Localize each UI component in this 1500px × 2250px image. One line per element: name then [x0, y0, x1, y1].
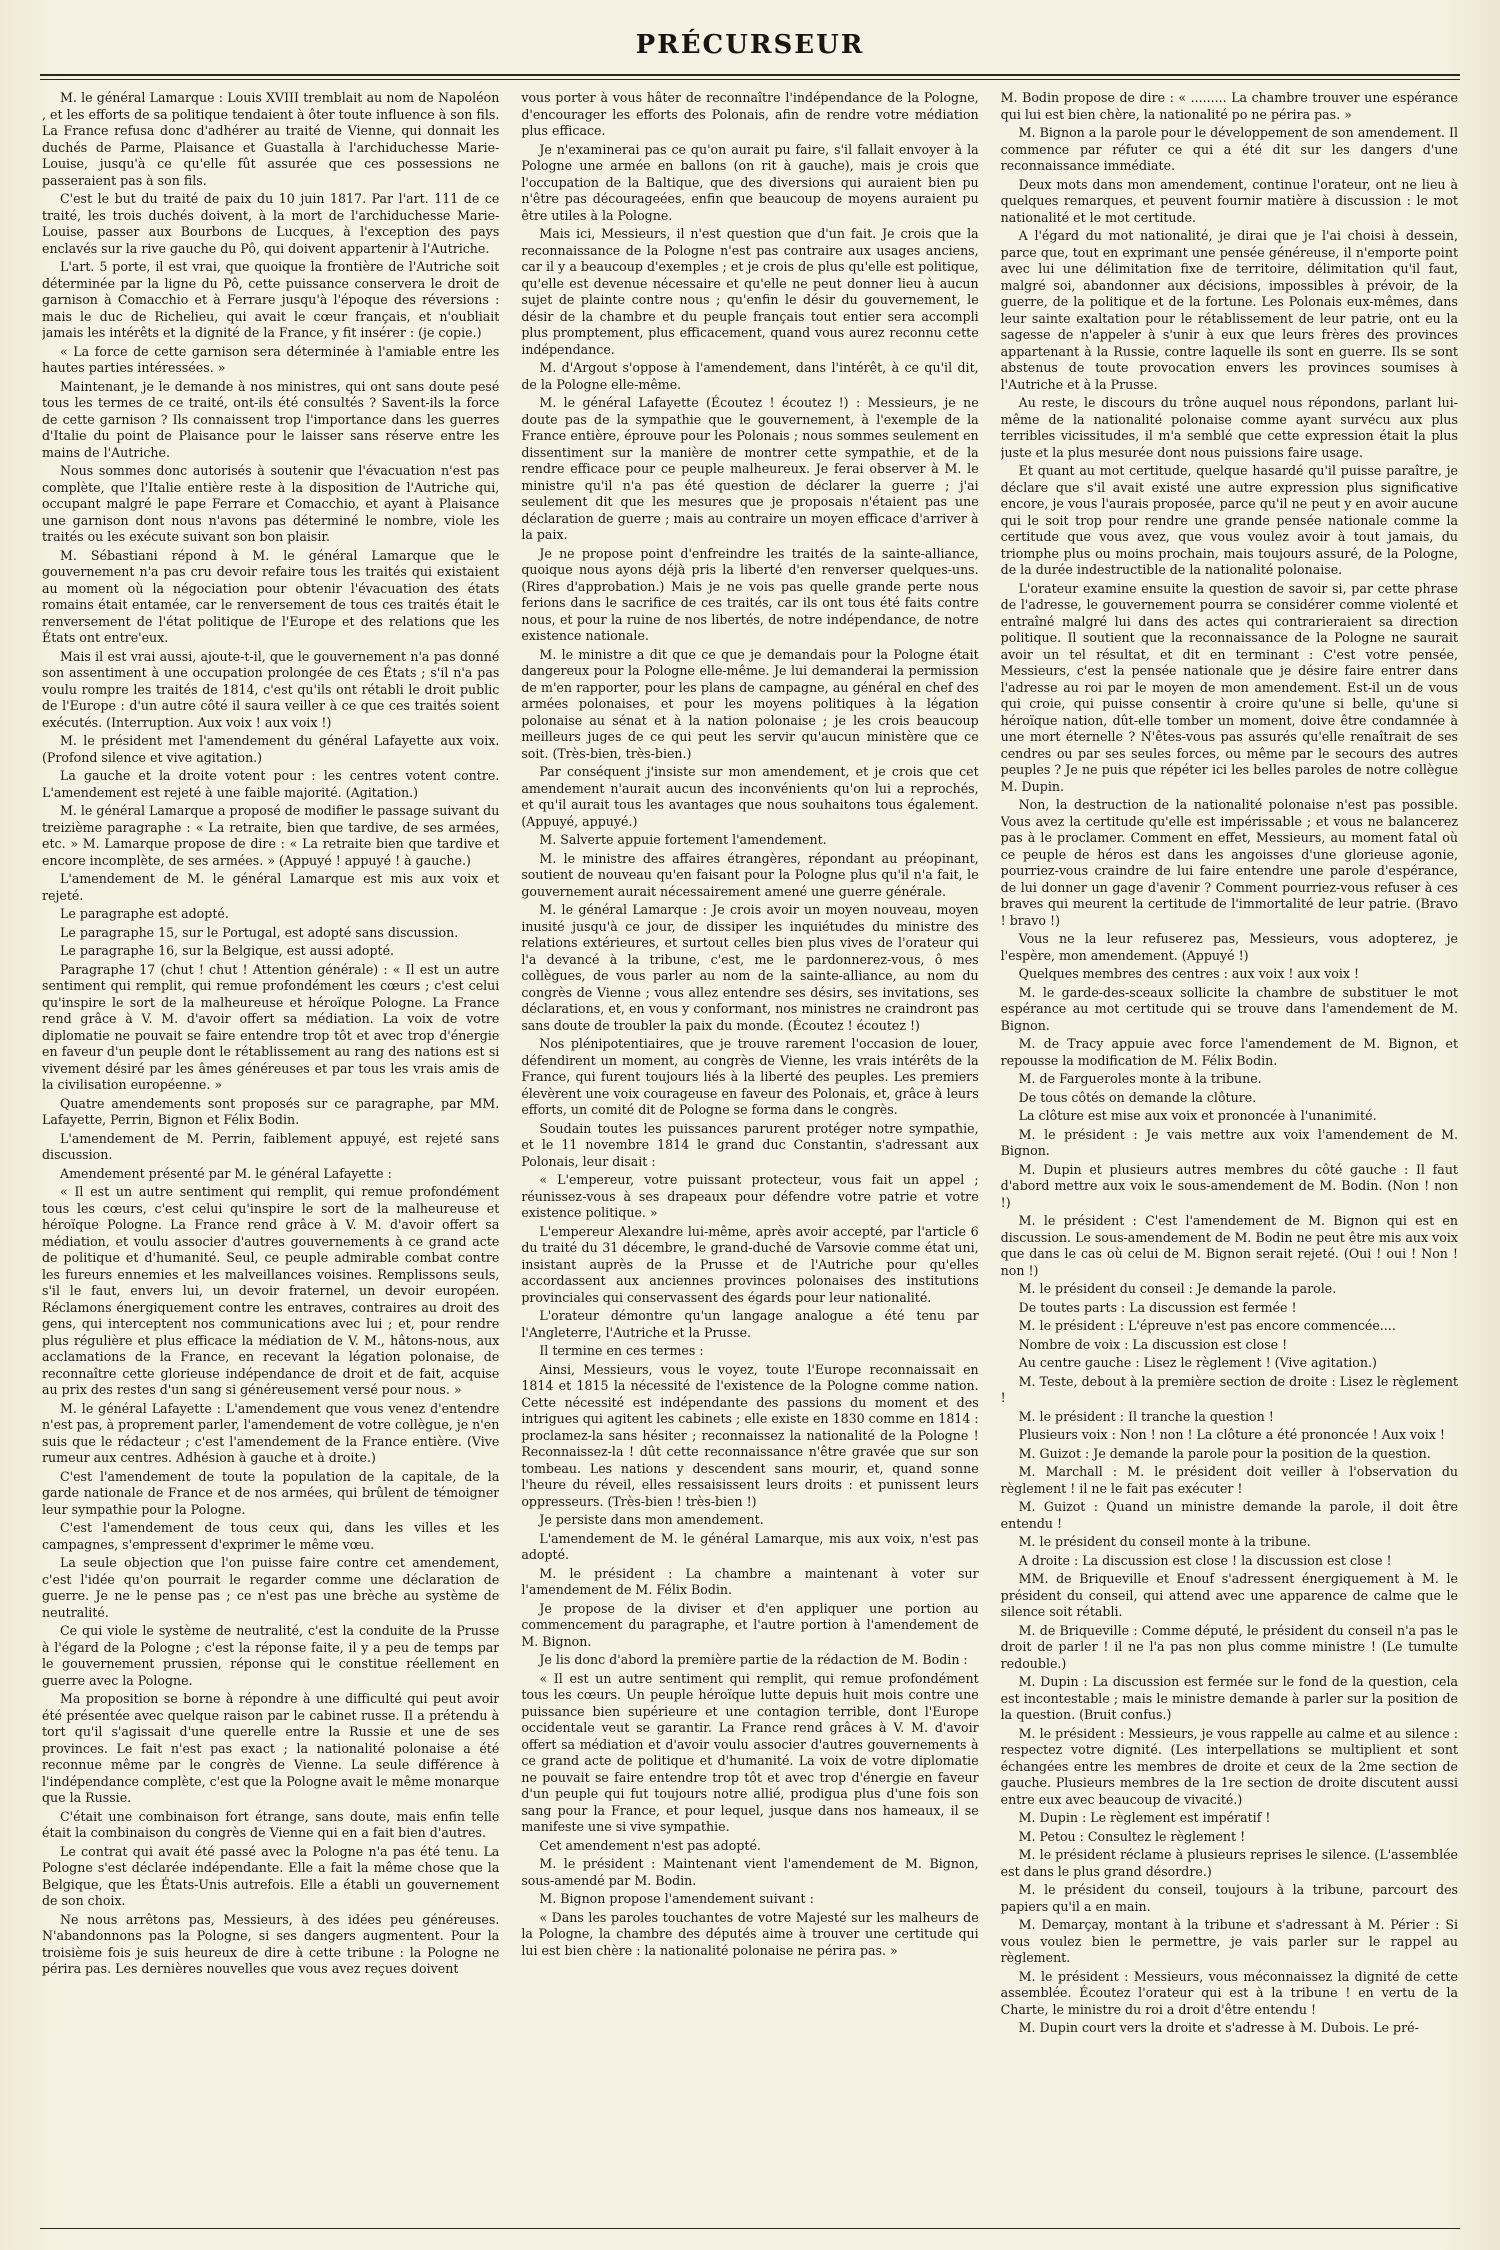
- paragraph: M. le général Lamarque a proposé de modifier le passage suivant du treizième paragraphe : « La retraite, bien que tardive, de ses armées, etc. » M. Lamarque propose de dire : « La retraite bien que tardive et encore incomplète, de ses armées. » (Appuyé ! appuyé ! à gauche.): [42, 803, 500, 868]
- paragraph: M. Guizot : Je demande la parole pour la position de la question.: [1018, 1445, 1431, 1461]
- paragraph: « Il est un autre sentiment qui remplit, qui remue profondément tous les cœurs. Un peuple héroïque lutte depuis huit mois contre une puissance bien supérieure et une contagion terrible, dont l'Europe occidentale veut se garantir. La France rend grâces à V. M. d'avoir offert sa médiation et d'avoir voulu associer d'autres gouvernements à ce grand acte de politique et d'humanité. La voix de votre diplomatie ne pouvait se faire entendre trop tôt et avec trop d'énergie en faveur d'un peuple qui fut toujours notre allié, prodigua plus d'une fois son sang pour la France, et pour lequel, jusque dans nos hameaux, il se manifeste une si vive sympathie.: [521, 1670, 979, 1834]
- paragraph: C'était une combinaison fort étrange, sans doute, mais enfin telle était la combinaison du congrès de Vienne qui en a fait bien d'autres.: [42, 1808, 500, 1840]
- column-3: [1001, 90, 1458, 2220]
- paragraph: M. Bignon a la parole pour le développement de son amendement. Il commence par réfuter ce qui a été dit sur les dangers d'une reconnaissance immédiate.: [1000, 125, 1458, 173]
- paragraph: Je n'examinerai pas ce qu'on aurait pu faire, s'il fallait envoyer à la Pologne une armée en ballons (on rit à gauche), mais je crois que l'occupation de la Baltique, que des diversions qui auraient bien pu n'être pas décourageées, enfin que beaucoup de moyens auraient pu être utiles à la Pologne.: [521, 141, 979, 223]
- paragraph: M. le président du conseil monte à la tribune.: [1018, 1534, 1311, 1549]
- paragraph: M. le garde-des-sceaux sollicite la chambre de substituer le mot espérance au mot certitude qui se trouve dans l'amendement de M. Bignon.: [1000, 984, 1458, 1033]
- paragraph: Je persiste dans mon amendement.: [539, 1512, 764, 1527]
- paragraph: M. Guizot : Quand un ministre demande la parole, il doit être entendu !: [1000, 1499, 1458, 1531]
- paragraph: M. le président : Je vais mettre aux voix l'amendement de M. Bignon.: [1000, 1126, 1458, 1158]
- paragraph: L'orateur démontre qu'un langage analogue a été tenu par l'Angleterre, l'Autriche et la Prusse.: [521, 1308, 979, 1340]
- paragraph: M. le président du conseil : Je demande la parole.: [1018, 1281, 1337, 1296]
- paragraph: « Il est un autre sentiment qui remplit, qui remue profondément tous les cœurs, c'est celui qu'inspire le sort de la malheureuse et héroïque Pologne. La France rend grâce à V. M. d'avoir offert sa médiation, et voulu associer d'autres gouvernements à ce grand acte de politique et d'humanité. Seul, ce peuple admirable combat contre les fureurs ennemies et les malveillances voisines. Remplissons seuls, s'il le faut, envers lui, un devoir fraternel, un devoir européen. Réclamons énergiquement contre les entraves, contraires au droit des gens, qui interceptent nos communications avec lui ; et, pour rendre plus régulière et plus efficace la médiation de V. M., hâtons-nous, aux acclamations de la France, en recevant la légation polonaise, de reconnaître cette glorieuse indépendance de droit et de fait, acquise au prix des restes d'un sang si généreusement versé pour nous. »: [42, 1184, 500, 1397]
- paragraph: Quatre amendements sont proposés sur ce paragraphe, par MM. Lafayette, Perrin, Bignon et Félix Bodin.: [42, 1095, 500, 1127]
- paragraph: A droite : La discussion est close ! la discussion est close !: [1018, 1552, 1392, 1568]
- paragraph: M. le général Lafayette (Écoutez ! écoutez !) : Messieurs, je ne doute pas de la sympathie que le gouvernement, à l'exemple de la France entière, éprouve pour les Polonais ; nous sommes seulement en dissentiment sur la manière de montrer cette sympathie, et de la rendre efficace pour ce peuple malheureux. Je ferai observer à M. le ministre qu'il n'a pas été question de déclarer la guerre ; j'ai seulement dit que les mesures que je proposais n'étaient pas une déclaration de guerre ; mais au contraire un moyen efficace d'arriver à la paix.: [521, 395, 979, 542]
- paragraph: M. Marchall : M. le président doit veiller à l'observation du règlement ! il ne le fait pas exécuter !: [1000, 1464, 1458, 1496]
- paragraph: Nous sommes donc autorisés à soutenir que l'évacuation n'est pas complète, que l'Italie entière reste à la disposition de l'Autriche qui, occupant malgré le pape Ferrare et Comacchio, et ayant à Plaisance une garnison dont nous n'avons pas déterminé le nombre, viole les traités ou les exécute suivant son bon plaisir.: [42, 463, 500, 544]
- paragraph: Mais il est vrai aussi, ajoute-t-il, que le gouvernement n'a pas donné son assentiment à une occupation prolongée de ces États ; s'il n'a pas voulu rompre les traités de 1814, c'est qu'ils ont rétabli le droit public de l'Europe : d'un autre côté il saura veiller à ce que ces traités soient exécutés. (Interruption. Aux voix ! aux voix !): [42, 648, 500, 730]
- paragraph: Je lis donc d'abord la première partie de la rédaction de M. Bodin :: [539, 1652, 968, 1667]
- paragraph: L'art. 5 porte, il est vrai, que quoique la frontière de l'Autriche soit déterminée par la ligne du Pô, cette puissance conservera le droit de garnison à Comacchio et à Ferrare jusqu'à l'époque des réversions : mais le duc de Richelieu, qui avait le cœur français, et n'oubliait jamais les intérêts et la dignité de la France, y fit insérer : (je copie.): [42, 259, 500, 340]
- paragraph: M. le président : C'est l'amendement de M. Bignon qui est en discussion. Le sous-amendement de M. Bodin ne peut être mis aux voix que dans le cas où celui de M. Bignon serait rejeté. (Oui ! oui ! Non ! non !): [1000, 1213, 1458, 1278]
- paragraph: M. le général Lafayette : L'amendement que vous venez d'entendre n'est pas, à proprement parler, l'amendement de votre collègue, je n'en suis que le rédacteur ; c'est l'amendement de la France entière. (Vive rumeur aux centres. Adhésion à gauche et à droite.): [42, 1400, 500, 1465]
- paragraph: Plusieurs voix : Non ! non ! La clôture a été prononcée ! Aux voix !: [1018, 1427, 1445, 1442]
- paragraph: Le paragraphe 16, sur la Belgique, est aussi adopté.: [60, 943, 395, 958]
- paragraph: De toutes parts : La discussion est fermée !: [1018, 1299, 1297, 1315]
- paragraph: L'orateur examine ensuite la question de savoir si, par cette phrase de l'adresse, le gouvernement pourra se considérer comme violenté et entraîné malgré lui dans des actes qui contrarieraient sa direction politique. Il soutient que la reconnaissance de la Pologne ne saurait avoir un tel résultat, et dit en terminant : C'est votre pensée, Messieurs, c'est la pensée nationale que je désire faire entrer dans l'adresse au roi par le moyen de mon amendement. Est-il un de vous qui croie, qui puisse consentir à croire qu'une si belle, qu'une si héroïque nation, dût-elle tomber un moment, doive être condamnée à une mort éternelle ? N'êtes-vous pas assurés qu'elle renaîtrait de ses cendres ou par ses seules forces, ou même par le secours des autres peuples ? Je ne puis que répéter ici les belles paroles de notre collègue M. Dupin.: [1000, 580, 1458, 794]
- paragraph: M. le président : Il tranche la question !: [1018, 1408, 1274, 1424]
- paragraph: L'amendement de M. le général Lamarque, mis aux voix, n'est pas adopté.: [521, 1530, 979, 1562]
- paragraph: L'amendement de M. Perrin, faiblement appuyé, est rejeté sans discussion.: [42, 1130, 500, 1162]
- paragraph: Ma proposition se borne à répondre à une difficulté qui peut avoir été présentée avec quelque raison par le cabinet russe. Il a prétendu à tort qu'il s'agissait d'une querelle entre la Russie et une de ses provinces. Le fait n'est pas exact ; la nationalité polonaise a été reconnue même par le congrès de Vienne. La seule différence à l'indépendance complète, c'est que la Pologne avait le même monarque que la Russie.: [42, 1691, 500, 1805]
- paragraph: La gauche et la droite votent pour : les centres votent contre. L'amendement est rejeté à une faible majorité. (Agitation.): [42, 768, 500, 800]
- paragraph: C'est l'amendement de toute la population de la capitale, de la garde nationale de France et de nos armées, qui brûlent de témoigner leur sympathie pour la Pologne.: [42, 1468, 500, 1517]
- paragraph: Ainsi, Messieurs, vous le voyez, toute l'Europe reconnaissait en 1814 et 1815 la nécessité de l'existence de la Pologne comme nation. Cette nécessité est indépendante des passions du moment et des intrigues qui agitent les cabinets ; elle existe en 1830 comme en 1814 : proclamez-la sans hésiter ; reconnaissez la nationalité de la Pologne ! Reconnaissez-la ! dût cette reconnaissance n'être gravée que sur son tombeau. Les nations y descendent sans mourir, et, quand sonne l'heure du réveil, elles ressaisissent leurs droits : et punissent leurs oppresseurs. (Très-bien ! très-bien !): [521, 1361, 979, 1509]
- paragraph: M. le président met l'amendement du général Lafayette aux voix. (Profond silence et vive agitation.): [42, 733, 500, 765]
- paragraph: M. le ministre a dit que ce que je demandais pour la Pologne était dangereux pour la Pologne elle-même. Je lui demanderai la permission de m'en rapporter, pour les plans de campagne, au général en chef des armées polonaises, et pour les moyens politiques à la légation polonaise au sénat et à la nation polonaise ; je les crois beaucoup meilleurs juges de ce qui peut les servir qu'aucun ministère que ce soit. (Très-bien, très-bien.): [521, 646, 979, 761]
- paragraph: « La force de cette garnison sera déterminée à l'amiable entre les hautes parties intéressées. »: [42, 343, 500, 375]
- paragraph: Paragraphe 17 (chut ! chut ! Attention générale) : « Il est un autre sentiment qui remplit, qui remue profondément les cœurs ; c'est celui qu'inspire le sort de la malheureuse et héroïque Pologne. La France rend grâce à V. M. d'avoir offert sa médiation. La voix de votre diplomatie ne pouvait se faire entendre trop tôt et avec trop d'énergie en faveur d'un peuple dont le rétablissement au rang des nations est si vivement désiré par les âmes généreuses et par tous les vrais amis de la civilisation européenne. »: [42, 961, 500, 1092]
- paragraph: Cet amendement n'est pas adopté.: [539, 1837, 761, 1853]
- paragraph: Ce qui viole le système de neutralité, c'est la conduite de la Prusse à l'égard de la Pologne ; c'est la réponse faite, il y a peu de temps par le gouvernement prussien, réponse qui le constitue réellement en guerre avec la Pologne.: [42, 1623, 500, 1688]
- footer-rule: [40, 2228, 1460, 2229]
- paragraph: M. Dupin court vers la droite et s'adresse à M. Dubois. Le pré-: [1018, 2020, 1419, 2035]
- paragraph: M. le président : La chambre a maintenant à voter sur l'amendement de M. Félix Bodin.: [521, 1565, 979, 1597]
- paragraph: M. le général Lamarque : Louis XVIII tremblait au nom de Napoléon , et les efforts de sa politique tendaient à ôter toute influence à son fils. La France refusa donc d'adhérer au traité de Vienne, qui donnait les duchés de Parme, Plaisance et Guastalla à l'archiduchesse Marie-Louise, jusqu'à ce qu'elle fût assurée que ces possessions ne passeraient pas à son fils.: [42, 90, 500, 188]
- paragraph: vous porter à vous hâter de reconnaître l'indépendance de la Pologne, d'encourager les efforts des Polonais, afin de rendre votre médiation plus efficace.: [521, 90, 979, 138]
- paragraph: La clôture est mise aux voix et prononcée à l'unanimité.: [1018, 1108, 1377, 1123]
- paragraph: M. Demarçay, montant à la tribune et s'adressant à M. Périer : Si vous voulez bien le permettre, je vais parler sur le rappel au règlement.: [1000, 1917, 1458, 1965]
- paragraph: Par conséquent j'insiste sur mon amendement, et je crois que cet amendement n'aurait aucun des inconvénients qu'on lui a reprochés, et qu'il aurait tous les avantages que nous souhaitons tous également. (Appuyé, appuyé.): [521, 764, 979, 829]
- paragraph: C'est le but du traité de paix du 10 juin 1817. Par l'art. 111 de ce traité, les trois duchés doivent, à la mort de l'archiduchesse Marie-Louise, passer aux Bourbons de Lucques, à l'exception des pays enclavés sur la rive gauche du Pô, qui doivent appartenir à l'Autriche.: [42, 191, 500, 256]
- paragraph: Amendement présenté par M. le général Lafayette :: [60, 1165, 392, 1181]
- paragraph: M. Bodin propose de dire : « ......... La chambre trouver une espérance qui lui est bien chère, la nationalité po ne périra pas. »: [1000, 90, 1458, 122]
- paragraph: MM. de Briqueville et Enouf s'adressent énergiquement à M. le président du conseil, qui attend avec une apparence de calme que le silence soit rétabli.: [1000, 1571, 1458, 1619]
- paragraph: M. de Briqueville : Comme député, le président du conseil n'a pas le droit de parler ! il ne l'a pas non plus comme ministre ! (Le tumulte redouble.): [1000, 1622, 1458, 1671]
- paragraph: M. le président : Maintenant vient l'amendement de M. Bignon, sous-amendé par M. Bodin.: [521, 1856, 979, 1888]
- paragraph: M. de Tracy appuie avec force l'amendement de M. Bignon, et repousse la modification de M. Félix Bodin.: [1000, 1036, 1458, 1068]
- text-columns: [42, 90, 1458, 2220]
- paragraph: Et quant au mot certitude, quelque hasardé qu'il puisse paraître, je déclare que s'il avait existé une autre expression plus significative encore, je vous l'aurais proposée, parce qu'il ne peut y en avoir aucune qui le soit trop pour rendre une grande pensée nationale comme la certitude que vous avez, que vous voulez avoir à tout jamais, du triomphe plus ou moins prochain, mais toujours assuré, de la Pologne, de la durée indestructible de la nationalité polonaise.: [1000, 463, 1458, 577]
- paragraph: M. Petou : Consultez le règlement !: [1018, 1828, 1246, 1844]
- paragraph: M. le ministre des affaires étrangères, répondant au préopinant, soutient de nouveau qu'en faisant pour la Pologne plus qu'il n'a fait, le gouvernement aurait nécessairement amené une guerre générale.: [521, 850, 979, 899]
- paragraph: L'amendement de M. le général Lamarque est mis aux voix et rejeté.: [42, 871, 500, 903]
- paragraph: Deux mots dans mon amendement, continue l'orateur, ont ne lieu à quelques remarques, et peuvent fournir matière à discussion : le mot nationalité et le mot certitude.: [1000, 176, 1458, 225]
- paragraph: M. le président : Messieurs, je vous rappelle au calme et au silence : respectez votre dignité. (Les interpellations se multiplient et sont échangées entre les membres de droite et ceux de la 2me section de gauche. Plusieurs membres de la 1re section de droite discutent aussi entre eux avec beaucoup de vivacité.): [1000, 1725, 1458, 1807]
- paragraph: Ne nous arrêtons pas, Messieurs, à des idées peu généreuses. N'abandonnons pas la Pologne, si ses dangers augmentent. Pour la troisième fois je suis heureux de dire à cette tribune : la Pologne ne périra pas. Les dernières nouvelles que vous avez reçues doivent: [42, 1911, 500, 1976]
- paragraph: M. Sébastiani répond à M. le général Lamarque que le gouvernement n'a pas cru devoir refaire tous les traités qui existaient au moment où la négociation pour obtenir l'évacuation des états romains était entamée, car le renversement de tous ces traités était le renversement de l'état politique de l'Europe et des relations que les États ont entre'eux.: [42, 547, 500, 645]
- paragraph: « Dans les paroles touchantes de votre Majesté sur les malheurs de la Pologne, la chambre des députés aime à trouver une certitude qui lui est bien chère : la nationalité polonaise ne périra pas. »: [521, 1909, 979, 1958]
- paragraph: La seule objection que l'on puisse faire contre cet amendement, c'est l'idée qu'on pourrait le regarder comme une déclaration de guerre. Je ne le pense pas ; ce n'est pas une brèche au système de neutralité.: [42, 1555, 500, 1620]
- paragraph: M. le général Lamarque : Je crois avoir un moyen nouveau, moyen inusité jusqu'à ce jour, de dissiper les inquiétudes du ministre des relations extérieures, et surtout celles bien plus vives de l'orateur qui l'a devancé à la tribune, c'est, me le pardonnerez-vous, ô mes collègues, de vous parler au nom de la sainte-alliance, au nom du congrès de Vienne ; vous allez entendre ses désirs, ses invitations, ses déclarations, et, en vous y conformant, nos ministres ne craindront pas sans doute de troubler la paix du monde. (Écoutez ! écoutez !): [521, 902, 979, 1033]
- paragraph: De tous côtés on demande la clôture.: [1018, 1089, 1257, 1105]
- paragraph: Vous ne la leur refuserez pas, Messieurs, vous adopterez, je l'espère, mon amendement. (Appuyé !): [1000, 931, 1458, 963]
- paragraph: M. le président réclame à plusieurs reprises le silence. (L'assemblée est dans le plus grand désordre.): [1000, 1847, 1458, 1879]
- paragraph: « L'empereur, votre puissant protecteur, vous fait un appel ; réunissez-vous à ses drapeaux pour défendre votre patrie et votre existence politique. »: [521, 1172, 979, 1220]
- paragraph: Nos plénipotentiaires, que je trouve rarement l'occasion de louer, défendirent un moment, au congrès de Vienne, les vrais intérêts de la France, qui furent toujours liés à la liberté des peuples. Les premiers élevèrent une voix courageuse en faveur des Polonais, et, grâce à leurs efforts, un comité dit de Pologne se forma dans le congrès.: [521, 1036, 979, 1117]
- paragraph: Mais ici, Messieurs, il n'est question que d'un fait. Je crois que la reconnaissance de la Pologne n'est pas contraire aux usages anciens, car il y a beaucoup d'exemples ; et je crois de plus qu'elle est politique, qu'elle est devenue nécessaire et qu'elle ne peut donner lieu à aucun sujet de plainte contre nous ; qu'enfin le désir du gouvernement, le désir de la chambre et du peuple français tout entier sera accompli plus promptement, plus efficacement, quand vous aurez reconnu cette indépendance.: [521, 226, 979, 357]
- paragraph: M. Dupin : Le règlement est impératif !: [1018, 1810, 1271, 1825]
- paragraph: Non, la destruction de la nationalité polonaise n'est pas possible. Vous avez la certitude qu'elle est impérissable ; et vous ne balancerez pas à le proclamer. Comment en effet, Messieurs, au moment fatal où ce peuple de héros est dans les angoisses d'une glorieuse agonie, pourriez-vous craindre de lui faire entendre une parole d'espérance, de lui donner un gage d'avenir ? Comment pourriez-vous refuser à ces braves qui meurent la certitude de l'immortalité de leur patrie. (Bravo ! bravo !): [1000, 797, 1458, 928]
- paragraph: M. le président : L'épreuve n'est pas encore commencée....: [1018, 1318, 1396, 1333]
- paragraph: Nombre de voix : La discussion est close !: [1018, 1336, 1288, 1352]
- paragraph: Au reste, le discours du trône auquel nous répondons, parlant lui-même de la nationalité polonaise comme ayant survécu aux plus terribles vicissitudes, il m'a semblé que cette expression était la plus juste et la plus mesurée dont nous puissions faire usage.: [1000, 395, 1458, 460]
- masthead-rule-thin: [40, 79, 1460, 80]
- column-2: [521, 90, 978, 2220]
- masthead-title: PRÉCURSEUR: [635, 30, 865, 60]
- paragraph: A l'égard du mot nationalité, je dirai que je l'ai choisi à dessein, parce que, tout en exprimant une pensée généreuse, il n'emporte point avec lui une délimitation fixe de territoire, délimitation qu'il faut, malgré soi, abandonner aux décisions, impossibles à prévoir, de la guerre, de la politique et de la fortune. Les Polonais eux-mêmes, dans leur sainte exaltation pour le rétablissement de leur patrie, ont eu la sagesse de n'appeler à s'unir à eux que leurs frères des provinces appartenant à la Russie, contre laquelle ils sont en guerre. Ils se sont abstenus de toute provocation envers les provinces soumises à l'Autriche et à la Prusse.: [1000, 228, 1458, 392]
- paragraph: C'est l'amendement de tous ceux qui, dans les villes et les campagnes, s'empressent d'exprimer le même vœu.: [42, 1520, 500, 1552]
- masthead-rule: [40, 74, 1460, 76]
- paragraph: M. le président : Messieurs, vous méconnaissez la dignité de cette assemblée. Écoutez l'orateur qui est à la tribune ! en vertu de la Charte, le ministre du roi a droit d'être entendu !: [1000, 1968, 1458, 2017]
- paragraph: Le contrat qui avait été passé avec la Pologne n'a pas été tenu. La Pologne s'est déclarée indépendante. Elle a fait la même chose que la Belgique, que les États-Unis autrefois. Elle a établi un gouvernement de son choix.: [42, 1843, 500, 1908]
- paragraph: M. de Fargueroles monte à la tribune.: [1018, 1071, 1262, 1086]
- paragraph: Le paragraphe est adopté.: [60, 906, 229, 921]
- paragraph: M. le président du conseil, toujours à la tribune, parcourt des papiers qu'il a en main.: [1000, 1882, 1458, 1914]
- paragraph: Soudain toutes les puissances parurent protéger notre sympathie, et le 11 novembre 1814 le grand duc Constantin, s'adressant aux Polonais, leur disait :: [521, 1120, 979, 1169]
- paragraph: Maintenant, je le demande à nos ministres, qui ont sans doute pesé tous les termes de ce traité, ont-ils été consultés ? Savent-ils la force de cette garnison ? Ils connaissent trop l'importance dans les guerres d'Italie du point de Plaisance pour le laisser sans réserve entre les mains de l'Autriche.: [42, 378, 500, 460]
- paragraph: Il termine en ces termes :: [539, 1343, 704, 1358]
- paragraph: Le paragraphe 15, sur le Portugal, est adopté sans discussion.: [60, 924, 459, 940]
- paragraph: M. Dupin : La discussion est fermée sur le fond de la question, cela est incontestable ; mais le ministre demande à parler sur la position de la question. (Bruit confus.): [1000, 1674, 1458, 1722]
- paragraph: Je ne propose point d'enfreindre les traités de la sainte-alliance, quoique nous ayons déjà pris la liberté d'en renverser quelques-uns. (Rires d'approbation.) Mais je ne vois pas quelle grande perte nous ferions dans le sacrifice de ces traités, car ils ont tous été faits contre nous, et pour la ruine de nos libertés, de notre indépendance, de notre existence nationale.: [521, 545, 979, 643]
- paragraph: M. Dupin et plusieurs autres membres du côté gauche : Il faut d'abord mettre aux voix le sous-amendement de M. Bodin. (Non ! non !): [1000, 1161, 1458, 1210]
- masthead: [0, 30, 1500, 60]
- paragraph: L'empereur Alexandre lui-même, après avoir accepté, par l'article 6 du traité du 31 décembre, le grand-duché de Varsovie comme état uni, insistant auprès de la Prusse et de l'Autriche pour qu'elles accordassent aux anciennes provinces polonaises des institutions provinciales qui conservassent des égards pour leur nationalité.: [521, 1223, 979, 1305]
- column-1: [42, 90, 499, 2220]
- paragraph: M. d'Argout s'oppose à l'amendement, dans l'intérêt, à ce qu'il dit, de la Pologne elle-même.: [521, 360, 979, 392]
- paragraph: Au centre gauche : Lisez le règlement ! (Vive agitation.): [1018, 1355, 1377, 1370]
- paragraph: M. Salverte appuie fortement l'amendement.: [539, 832, 827, 847]
- paragraph: M. Bignon propose l'amendement suivant :: [539, 1891, 814, 1906]
- paragraph: Quelques membres des centres : aux voix ! aux voix !: [1018, 966, 1360, 981]
- paragraph: M. Teste, debout à la première section de droite : Lisez le règlement !: [1000, 1373, 1458, 1405]
- paragraph: Je propose de la diviser et d'en appliquer une portion au commencement du paragraphe, et l'autre portion à l'amendement de M. Bignon.: [521, 1600, 979, 1649]
